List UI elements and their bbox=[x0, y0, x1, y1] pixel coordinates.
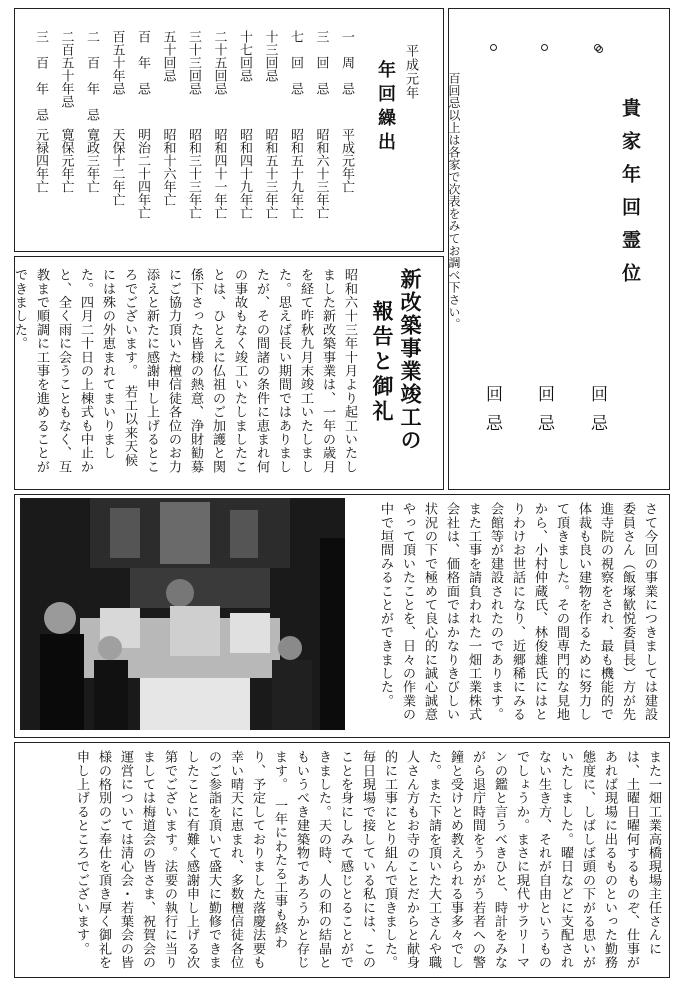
kaiki-note: 百回忌以上は各家で次表をみてお調べ下さい。 bbox=[447, 72, 461, 331]
nenkai-row-year: 昭和六十三年亡 bbox=[313, 128, 329, 219]
nenkai-row-kaiki: 一 周 忌 bbox=[339, 30, 354, 95]
nenkai-row-year: 昭和四十一年亡 bbox=[211, 128, 227, 219]
article-body-3: また一畑工業高橋現場主任さんには、土曜日曜何するものぞ、仕事があれば現場に出るものといった勤務態度に、しばしば頭の下がる思いがいたしました。曜日などに支配されない生き方、それが自由というものでしょうか。まさに現代サラリーマンの鑑と言うべきひと、時計をみながら退庁時間をうかがう若者への警鐘と受けとめ教えられる事多々でした。また下請を頂いた大工さんや職人さん方もお寺のことだからと献身的に工事にとり組んで頂きました。毎日現場で接している私には、このことを身にしみて感じとることができました。天の時、人の和の結晶ともいうべき建築物であろうかと存じます。 一年にわたる工事も終わり、予定しておりました落慶法要も幸い晴天に恵まれ、多数檀信徒各位のご参詣を頂いて盛大に勤修できましたことに有難く感謝申し上げる次第でございます。法要の執行に当りましては梅道会の皆さま、祝賀会の運営については清心会・若葉会の皆様の格別のご奉仕を頂き厚く御礼を申し上げるところでございます。 bbox=[74, 750, 661, 970]
nenkai-row-kaiki: 二百五十年忌 bbox=[58, 30, 74, 108]
nenkai-row-year: 天保十二年亡 bbox=[109, 128, 125, 206]
nenkai-row-year: 明治二十四年亡 bbox=[135, 128, 150, 219]
nenkai-row-year: 元禄四年亡 bbox=[33, 128, 48, 193]
nenkai-row-year: 昭和三十三年亡 bbox=[186, 128, 201, 219]
nenkai-row-kaiki: 十七回忌 bbox=[237, 30, 252, 82]
kaiki-item-3: 回忌 bbox=[482, 385, 502, 443]
nenkai-row-kaiki: 百五十年忌 bbox=[109, 30, 125, 95]
nenkai-row-kaiki: 三 回 忌 bbox=[313, 30, 329, 95]
nenkai-row-kaiki: 二十五回忌 bbox=[211, 30, 227, 95]
nenkai-row-kaiki: 三十三回忌 bbox=[186, 30, 201, 95]
kaiki-item-2: 回忌 bbox=[534, 385, 554, 443]
nenkai-row-kaiki: 七 回 忌 bbox=[288, 30, 303, 95]
kaiki-reii-title: 貴家年回霊位 bbox=[619, 98, 641, 296]
nenkai-row-kaiki: 十三回忌 bbox=[262, 30, 278, 82]
nenkai-row-year: 平成元年亡 bbox=[339, 128, 354, 193]
ceremony-photo bbox=[20, 498, 345, 730]
headline-line2: 報告と御礼 bbox=[370, 300, 395, 425]
ring-mark-2 bbox=[541, 44, 548, 51]
nenkai-era: 平成元年 bbox=[403, 44, 418, 100]
kaiki-item-1: 回忌 bbox=[587, 385, 607, 443]
headline-line1: 新改築事業竣工の bbox=[398, 268, 423, 452]
nenkai-row-kaiki: 三 百 年 忌 bbox=[33, 30, 48, 121]
nenkai-row-year: 昭和十六年亡 bbox=[160, 128, 176, 206]
nenkai-row-year: 寛政三年亡 bbox=[84, 128, 99, 193]
nenkai-row-kaiki: 五十回忌 bbox=[160, 30, 176, 82]
nenkai-row-year: 昭和五十九年亡 bbox=[288, 128, 303, 219]
nenkai-row-kaiki: 百 年 忌 bbox=[135, 30, 150, 95]
nenkai-row-year: 昭和四十九年亡 bbox=[237, 128, 252, 219]
ring-mark-3 bbox=[490, 44, 497, 51]
nenkai-row-year: 昭和五十三年亡 bbox=[262, 128, 278, 219]
ceremony-photo-image bbox=[20, 498, 345, 730]
nenkai-row-year: 寛保元年亡 bbox=[58, 128, 74, 193]
ring-mark-1 bbox=[594, 44, 601, 51]
nenkai-heading: 年回繰出 bbox=[375, 60, 396, 156]
article-body-2: さて今回の事業につきましては建設委員さん（飯塚歓悦委員長）方が先進寺院の視察をされ、最も機能的で体裁も良い建物を作るために努力して頂きました。その間専門的な見地から、小村仲蔵氏、林俊雄氏にはとりわけお世話になり、近郷稀にみる会館等が建設されたのであります。また工事を請負われた一畑工業株式会社は、価格面ではかなりきびしい状況の下で極めて良心的に誠心誠意やって頂いたことを、日々の作業の中で垣間みることができました。 bbox=[378, 502, 657, 722]
nenkai-row-kaiki: 二 百 年 忌 bbox=[84, 30, 99, 121]
article-body-1: 昭和六十三年十月より起工いたしました新改築事業は、一年の歳月を経て昨秋九月末竣工いたしました。思えば長い期間ではありましたが、その間諸の条件に恵まれ何の事故もなく竣工いたしましたことは、ひとえに仏祖のご加護と関係下さった皆様の熱意、浄財勧募にご協力頂いた檀信徒各位のお力添えと新たに感謝申し上げるところでございます。 若工以来天候には殊の外恵まれてまいりました。四月二十日の上棟式も中止かと、全く雨に会うこともなく、互教まで順調に工事を進めることができました。 bbox=[12, 268, 357, 474]
